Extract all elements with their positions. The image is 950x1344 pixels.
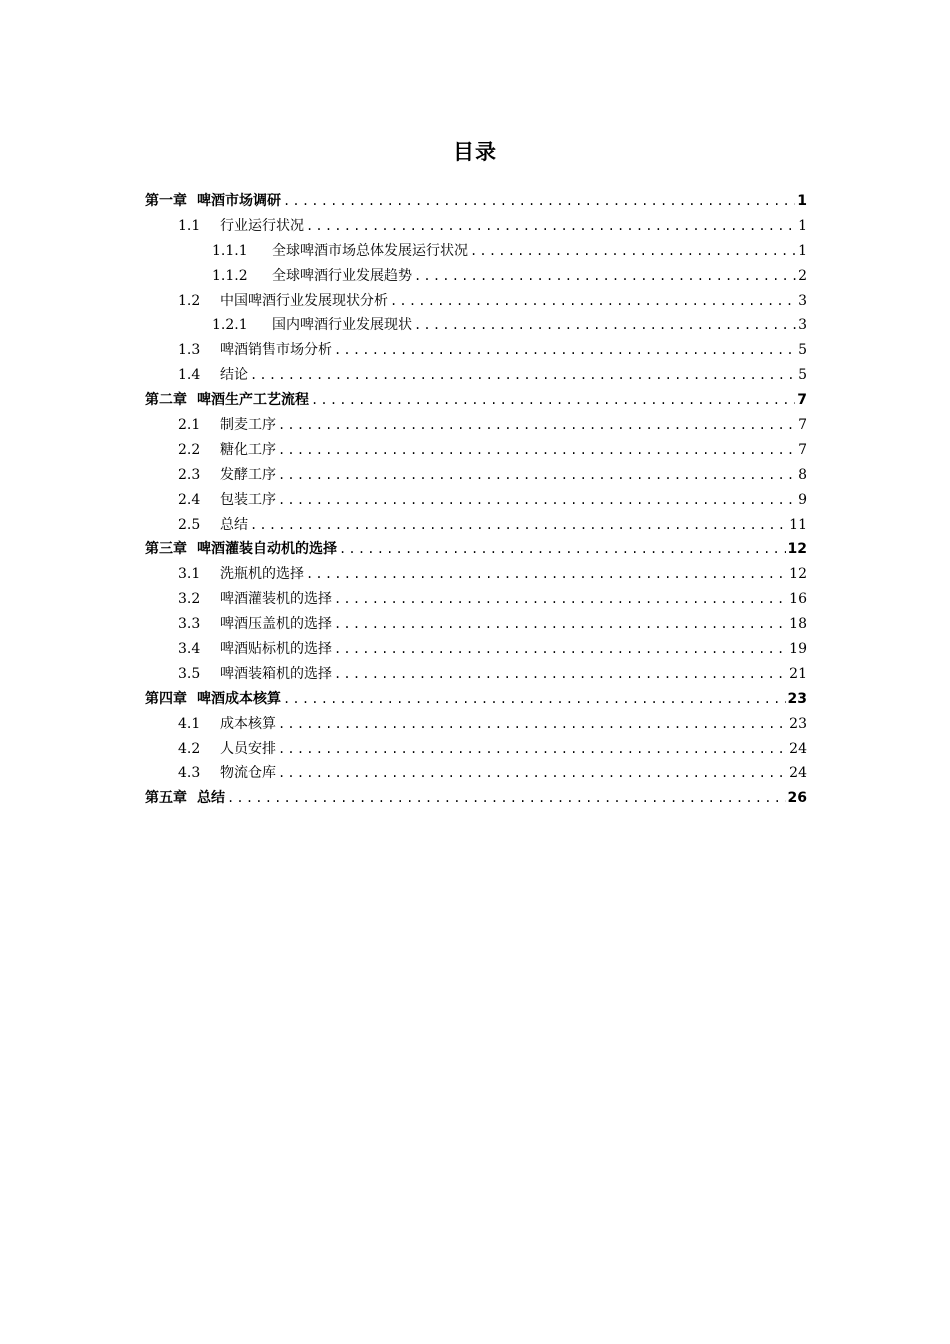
toc-entry-title: 总结 bbox=[197, 790, 225, 807]
toc-entry-page: 7 bbox=[797, 392, 807, 409]
toc-dot-leader bbox=[278, 413, 796, 438]
table-of-contents bbox=[145, 189, 807, 811]
toc-entry-page: 21 bbox=[789, 665, 807, 682]
toc-entry-page: 2 bbox=[798, 267, 807, 284]
toc-dot-leader bbox=[470, 239, 796, 264]
toc-entry[interactable] bbox=[145, 537, 807, 562]
toc-entry-page: 9 bbox=[798, 491, 807, 508]
toc-entry[interactable] bbox=[145, 438, 807, 463]
toc-entry-number: 第四章 bbox=[145, 690, 187, 707]
toc-entry-page: 1 bbox=[797, 193, 807, 209]
toc-entry-page: 16 bbox=[789, 591, 807, 608]
toc-dot-leader bbox=[250, 513, 787, 538]
toc-entry-title: 啤酒生产工艺流程 bbox=[197, 392, 309, 409]
toc-entry-title: 行业运行状况 bbox=[220, 217, 304, 234]
toc-entry[interactable] bbox=[145, 413, 807, 438]
toc-entry-title: 发酵工序 bbox=[220, 466, 276, 483]
toc-entry[interactable] bbox=[145, 363, 807, 388]
toc-entry[interactable] bbox=[145, 289, 807, 314]
toc-entry[interactable] bbox=[145, 214, 807, 239]
toc-entry-title: 总结 bbox=[220, 516, 248, 533]
toc-entry-page: 1 bbox=[798, 217, 807, 234]
toc-entry-title: 中国啤酒行业发展现状分析 bbox=[220, 292, 388, 309]
toc-entry[interactable] bbox=[145, 662, 807, 687]
toc-entry-page: 5 bbox=[798, 367, 807, 384]
toc-entry-title: 物流仓库 bbox=[220, 765, 276, 782]
toc-dot-leader bbox=[227, 786, 786, 811]
toc-entry-title: 啤酒灌装自动机的选择 bbox=[197, 541, 337, 558]
toc-title: 目录 bbox=[453, 140, 497, 164]
toc-entry-page: 5 bbox=[798, 342, 807, 359]
toc-dot-leader bbox=[278, 438, 796, 463]
toc-entry-number: 3.4 bbox=[178, 641, 201, 658]
toc-entry-title: 啤酒装箱机的选择 bbox=[220, 665, 332, 682]
toc-entry-title: 国内啤酒行业发展现状 bbox=[272, 317, 412, 334]
toc-dot-leader bbox=[278, 488, 796, 513]
toc-dot-leader bbox=[334, 612, 787, 637]
toc-entry-number: 1.2 bbox=[178, 292, 201, 309]
toc-entry-page: 8 bbox=[798, 466, 807, 483]
toc-entry-page: 11 bbox=[789, 516, 807, 533]
toc-dot-leader bbox=[334, 587, 787, 612]
toc-entry-page: 18 bbox=[789, 616, 807, 633]
toc-dot-leader bbox=[306, 214, 796, 239]
toc-entry-page: 19 bbox=[789, 641, 807, 658]
toc-entry-number: 第三章 bbox=[145, 541, 187, 558]
toc-entry-title: 糖化工序 bbox=[220, 441, 276, 458]
toc-dot-leader bbox=[250, 363, 796, 388]
toc-entry-page: 26 bbox=[787, 790, 807, 807]
toc-entry-title: 人员安排 bbox=[220, 740, 276, 757]
toc-entry-number: 1.1.2 bbox=[212, 267, 248, 284]
toc-entry-title: 啤酒成本核算 bbox=[197, 690, 281, 707]
toc-entry[interactable] bbox=[145, 189, 807, 214]
toc-entry-number: 3.1 bbox=[178, 566, 201, 583]
toc-entry[interactable] bbox=[145, 712, 807, 737]
toc-dot-leader bbox=[278, 463, 796, 488]
toc-entry-title: 制麦工序 bbox=[220, 417, 276, 434]
toc-entry[interactable] bbox=[145, 587, 807, 612]
toc-entry-number: 2.5 bbox=[178, 516, 201, 533]
toc-entry-number: 第一章 bbox=[145, 193, 187, 209]
toc-entry-title: 啤酒灌装机的选择 bbox=[220, 591, 332, 608]
toc-entry[interactable] bbox=[145, 338, 807, 363]
toc-entry-title: 全球啤酒市场总体发展运行状况 bbox=[272, 242, 468, 259]
toc-entry[interactable] bbox=[145, 313, 807, 338]
toc-entry[interactable] bbox=[145, 488, 807, 513]
toc-entry-title: 啤酒压盖机的选择 bbox=[220, 616, 332, 633]
toc-entry-page: 24 bbox=[789, 765, 807, 782]
toc-entry[interactable] bbox=[145, 239, 807, 264]
toc-dot-leader bbox=[306, 562, 787, 587]
toc-entry-title: 洗瓶机的选择 bbox=[220, 566, 304, 583]
toc-entry-number: 3.5 bbox=[178, 665, 201, 682]
toc-entry-number: 2.1 bbox=[178, 417, 201, 434]
toc-entry-number: 1.1 bbox=[178, 217, 201, 234]
toc-entry-number: 第二章 bbox=[145, 392, 187, 409]
toc-entry[interactable] bbox=[145, 637, 807, 662]
toc-entry-number: 1.1.1 bbox=[212, 242, 248, 259]
toc-entry-number: 1.4 bbox=[178, 367, 201, 384]
toc-entry[interactable] bbox=[145, 264, 807, 289]
toc-entry[interactable] bbox=[145, 761, 807, 786]
toc-entry-page: 7 bbox=[798, 417, 807, 434]
toc-entry-number: 4.2 bbox=[178, 740, 201, 757]
toc-entry-page: 23 bbox=[789, 715, 807, 732]
toc-entry-number: 1.3 bbox=[178, 342, 201, 359]
toc-entry-number: 2.3 bbox=[178, 466, 201, 483]
toc-dot-leader bbox=[414, 313, 796, 338]
toc-entry-page: 12 bbox=[789, 566, 807, 583]
toc-entry[interactable] bbox=[145, 687, 807, 712]
toc-entry-title: 结论 bbox=[220, 367, 248, 384]
toc-entry[interactable] bbox=[145, 786, 807, 811]
toc-dot-leader bbox=[311, 388, 795, 413]
toc-dot-leader bbox=[334, 338, 796, 363]
toc-entry-page: 24 bbox=[789, 740, 807, 757]
toc-entry-page: 12 bbox=[787, 541, 807, 558]
toc-entry-title: 啤酒销售市场分析 bbox=[220, 342, 332, 359]
toc-entry-number: 4.1 bbox=[178, 715, 201, 732]
toc-dot-leader bbox=[334, 637, 787, 662]
toc-entry-number: 3.2 bbox=[178, 591, 201, 608]
toc-entry-title: 啤酒贴标机的选择 bbox=[220, 641, 332, 658]
toc-dot-leader bbox=[278, 761, 787, 786]
toc-dot-leader bbox=[283, 189, 795, 214]
toc-entry[interactable] bbox=[145, 737, 807, 762]
toc-dot-leader bbox=[334, 662, 787, 687]
toc-entry-page: 23 bbox=[787, 690, 807, 707]
toc-entry[interactable] bbox=[145, 388, 807, 413]
toc-entry-number: 3.3 bbox=[178, 616, 201, 633]
toc-entry[interactable] bbox=[145, 562, 807, 587]
toc-entry-number: 1.2.1 bbox=[212, 317, 248, 334]
toc-dot-leader bbox=[390, 289, 796, 314]
toc-entry-page: 1 bbox=[798, 242, 807, 259]
toc-entry-title: 全球啤酒行业发展趋势 bbox=[272, 267, 412, 284]
toc-entry-title: 包装工序 bbox=[220, 491, 276, 508]
toc-dot-leader bbox=[283, 687, 786, 712]
toc-entry[interactable] bbox=[145, 513, 807, 538]
toc-entry[interactable] bbox=[145, 463, 807, 488]
toc-entry[interactable] bbox=[145, 612, 807, 637]
toc-entry-title: 啤酒市场调研 bbox=[197, 193, 281, 209]
toc-dot-leader bbox=[278, 737, 787, 762]
toc-entry-page: 3 bbox=[798, 317, 807, 334]
toc-entry-page: 3 bbox=[798, 292, 807, 309]
toc-entry-title: 成本核算 bbox=[220, 715, 276, 732]
toc-entry-number: 2.2 bbox=[178, 441, 201, 458]
toc-dot-leader bbox=[414, 264, 796, 289]
toc-dot-leader bbox=[339, 537, 786, 562]
toc-dot-leader bbox=[278, 712, 787, 737]
toc-entry-number: 2.4 bbox=[178, 491, 201, 508]
toc-entry-page: 7 bbox=[798, 441, 807, 458]
toc-entry-number: 第五章 bbox=[145, 790, 187, 807]
toc-entry-number: 4.3 bbox=[178, 765, 201, 782]
